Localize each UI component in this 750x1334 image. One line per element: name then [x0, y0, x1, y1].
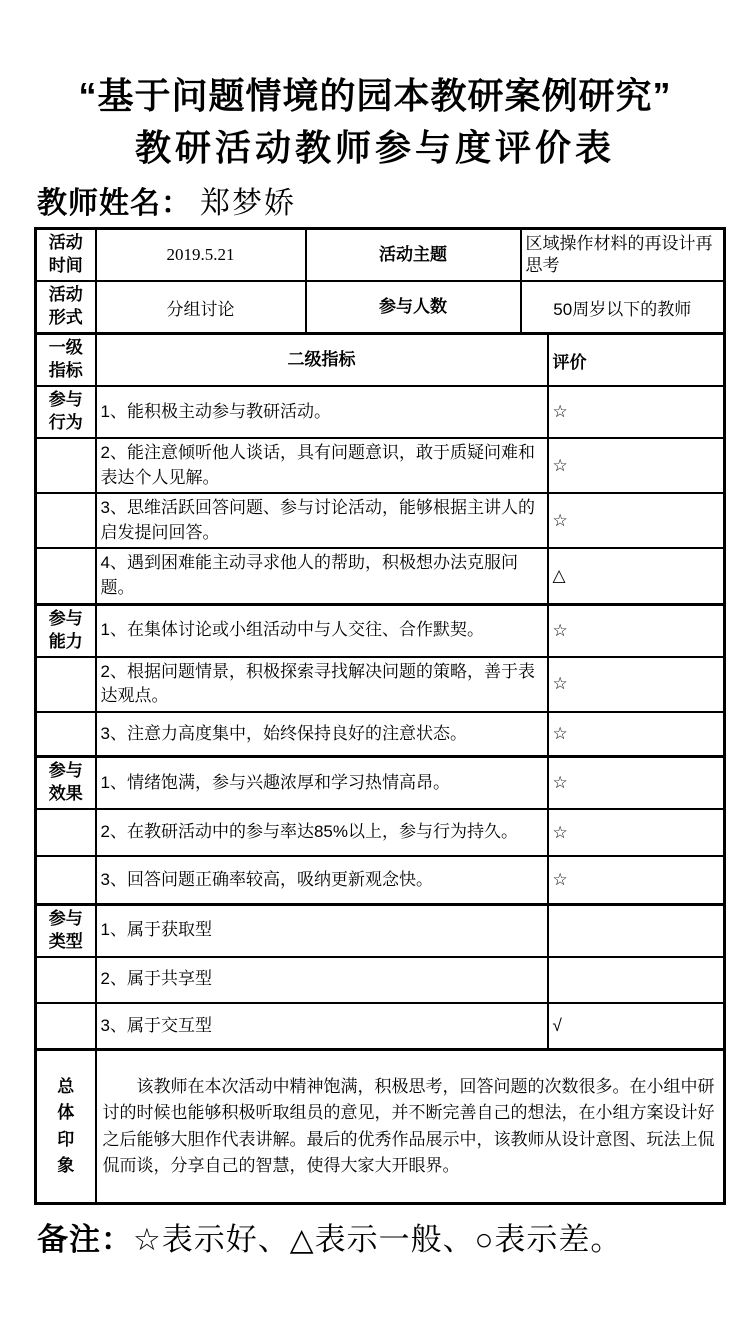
category-cell: 参与类型	[36, 904, 96, 956]
indicator-cell: 2、能注意倾听他人谈话，具有问题意识，敢于质疑问难和表达个人见解。	[96, 438, 548, 493]
overall-impression-label: 总体印象	[57, 1076, 75, 1175]
overall-impression-row	[36, 1050, 725, 1204]
indicator-cell: 1、情绪饱满，参与兴趣浓厚和学习热情高昂。	[96, 757, 548, 809]
table-row	[36, 604, 725, 656]
remarks-label: 备注：	[37, 1222, 133, 1258]
category-cell	[36, 438, 96, 493]
activity-form-value: 分组讨论	[96, 281, 306, 333]
overall-impression-text: 该教师在本次活动中精神饱满，积极思考，回答问题的次数很多。在小组中研讨的时候也能够积极听取组员的意见，并不断完善自己的想法，在小组方案设计好之后能够大胆作代表讲解。最后的优秀作品展示中，该教师从设计意图、玩法上侃侃而谈，分享自己的智慧，使得大家大开眼界。	[102, 1076, 715, 1175]
category-cell: 参与效果	[36, 757, 96, 809]
activity-time-label: 活动时间	[36, 229, 96, 281]
indicator-cell: 2、根据问题情景，积极探索寻找解决问题的策略，善于表达观点。	[96, 657, 548, 712]
activity-topic-value: 区域操作材料的再设计再思考	[521, 229, 725, 281]
table-row	[36, 386, 725, 438]
rating-cell: ☆	[548, 493, 725, 548]
rating-cell: ☆	[548, 386, 725, 438]
table-row	[36, 1003, 725, 1050]
activity-time-value: 2019.5.21	[96, 229, 306, 281]
table-row	[36, 493, 725, 548]
level2-indicator-header: 二级指标	[96, 334, 548, 386]
activity-topic-label: 活动主题	[306, 229, 521, 281]
teacher-name-line	[37, 178, 750, 222]
rating-cell: ☆	[548, 604, 725, 656]
participant-count-value: 50周岁以下的教师	[521, 281, 725, 333]
category-cell	[36, 712, 96, 757]
table-row	[36, 281, 725, 333]
category-cell	[36, 493, 96, 548]
category-cell: 参与能力	[36, 604, 96, 656]
table-row	[36, 757, 725, 809]
remarks-text: ☆表示好、△表示一般、○表示差。	[133, 1222, 623, 1258]
rating-header: 评价	[548, 334, 725, 386]
table-row	[36, 957, 725, 1003]
category-cell	[36, 657, 96, 712]
table-row	[36, 657, 725, 712]
rating-cell: √	[548, 1003, 725, 1050]
table-row	[36, 712, 725, 757]
page-title	[0, 0, 750, 174]
rating-cell: ☆	[548, 809, 725, 856]
teacher-name-label: 教师姓名：	[37, 187, 192, 221]
rating-cell	[548, 957, 725, 1003]
table-row	[36, 229, 725, 281]
rating-cell: ☆	[548, 712, 725, 757]
indicator-cell: 1、能积极主动参与教研活动。	[96, 386, 548, 438]
title-line-1: “基于问题情境的园本教研案例研究”	[78, 75, 672, 116]
indicator-cell: 2、在教研活动中的参与率达85%以上，参与行为持久。	[96, 809, 548, 856]
activity-form-label: 活动形式	[36, 281, 96, 333]
indicator-cell: 3、思维活跃回答问题、参与讨论活动，能够根据主讲人的启发提问回答。	[96, 493, 548, 548]
title-line-2: 教研活动教师参与度评价表	[134, 127, 615, 169]
indicator-cell: 3、属于交互型	[96, 1003, 548, 1050]
participant-count-label: 参与人数	[306, 281, 521, 333]
rating-cell: ☆	[548, 657, 725, 712]
level1-indicator-header: 一级指标	[36, 334, 96, 386]
table-row	[36, 856, 725, 904]
rating-cell	[548, 904, 725, 956]
evaluation-table	[34, 227, 726, 1205]
indicator-cell: 3、注意力高度集中，始终保持良好的注意状态。	[96, 712, 548, 757]
remarks-note	[37, 1214, 750, 1259]
table-row	[36, 809, 725, 856]
rating-cell: ☆	[548, 856, 725, 904]
category-cell	[36, 1003, 96, 1050]
rating-cell: △	[548, 548, 725, 604]
indicator-cell: 1、在集体讨论或小组活动中与人交往、合作默契。	[96, 604, 548, 656]
category-cell	[36, 809, 96, 856]
category-cell: 参与行为	[36, 386, 96, 438]
teacher-name-value: 郑梦娇	[200, 187, 296, 221]
table-row	[36, 904, 725, 956]
table-row	[36, 438, 725, 493]
overall-impression-cell	[96, 1050, 725, 1204]
table-row	[36, 548, 725, 604]
category-cell	[36, 856, 96, 904]
category-cell	[36, 957, 96, 1003]
indicator-cell: 2、属于共享型	[96, 957, 548, 1003]
rating-cell: ☆	[548, 438, 725, 493]
table-header-row	[36, 334, 725, 386]
rating-cell: ☆	[548, 757, 725, 809]
overall-impression-label-cell	[36, 1050, 96, 1204]
indicator-cell: 1、属于获取型	[96, 904, 548, 956]
indicator-cell: 4、遇到困难能主动寻求他人的帮助，积极想办法克服问题。	[96, 548, 548, 604]
indicator-cell: 3、回答问题正确率较高，吸纳更新观念快。	[96, 856, 548, 904]
category-cell	[36, 548, 96, 604]
